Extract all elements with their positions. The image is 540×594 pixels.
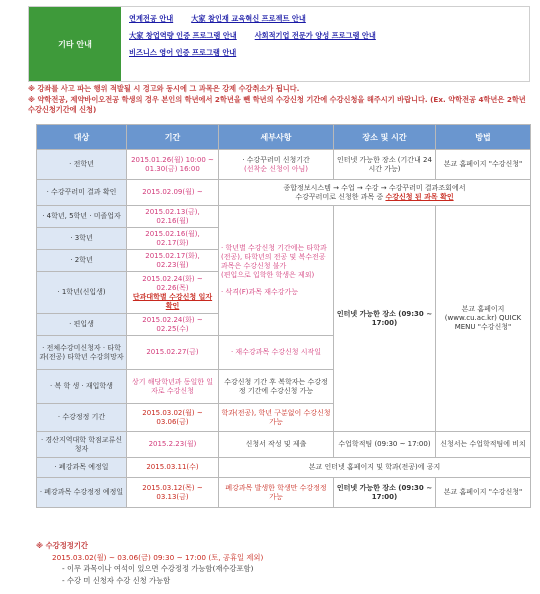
cell-target: · 복 학 생 · 재입학생 [37,370,127,404]
detail-text-line2 [221,193,528,202]
cell-period: 2015.02.27(금) [127,336,219,370]
cell-detail-shared [219,206,334,336]
link-startup-program[interactable]: 大家 창업역량 인증 프로그램 안내 [129,31,237,40]
cell-period: 2015.03.12(목) ~ 03.13(금) [127,478,219,508]
cell-target: · 폐강과목 예정일 [37,458,127,478]
cell-period: 상기 해당학년과 동일한 일자로 수강신청 [127,370,219,404]
cell-detail: 학과(전공), 학년 구분없이 수강신청 가능 [219,404,334,432]
header-detail: 세부사항 [219,125,334,150]
cell-method-shared: 본교 홈페이지 (www.cu.ac.kr) QUICK MENU "수강신청" [436,206,531,432]
cell-period: 2015.2.23(월) [127,432,219,458]
cell-period: 2015.02.09(월) ~ [127,180,219,206]
link-major-link[interactable]: 연계전공 안내 [129,14,174,23]
table-row [37,180,531,206]
cell-target: · 2학년 [37,250,127,272]
cell-target: · 전학년 [37,150,127,180]
cell-target: · 경산지역대학 학점교류신청자 [37,432,127,458]
cell-detail: 수강신청 기간 후 복학자는 수강정정 기간에 수강신청 가능 [219,370,334,404]
registration-schedule-table [36,124,531,508]
info-row [129,10,521,27]
header-period: 기간 [127,125,219,150]
cell-target: · 폐강과목 수강정정 예정일 [37,478,127,508]
cell-period: 2015.02.17(화), 02.23(월) [127,250,219,272]
cell-target: · 3학년 [37,228,127,250]
cell-period: 2015.02.16(월), 02.17(화) [127,228,219,250]
detail-text: · 삭격(F)과목 재수강가능 [221,288,299,296]
table-row [37,432,531,458]
cell-detail [219,180,531,206]
link-innovation-project[interactable]: 大家 참인재 교육혁신 프로젝트 안내 [191,14,306,23]
detail-note: (편입으로 입학한 학생은 제외) [221,271,315,279]
correction-period-info [36,540,530,586]
cell-target: · 4학년, 5학년 · 미졸업자 [37,206,127,228]
cell-period: 2015.03.02(월) ~ 03.06(금) [127,404,219,432]
cell-period: 2015.02.24(화) ~ 02.25(수) [127,314,219,336]
detail-text: 수강꾸러미로 신청한 과목 중 [295,192,386,201]
period-note: 단과대학별 수강신청 일자 확인 [132,292,213,310]
cell-target: · 1학년(신입생) [37,272,127,314]
cell-target: · 수강꾸러미 결과 확인 [37,180,127,206]
cell-detail: 신청서 작성 및 제출 [219,432,334,458]
link-social-enterprise-program[interactable]: 사회적기업 전문가 양성 프로그램 안내 [254,31,376,40]
table-row [37,478,531,508]
cell-target: · 전체수강미신청자 · 타학과(전공) 타학년 수강희망자 [37,336,127,370]
cell-place: 수업학적팀 (09:30 ~ 17:00) [334,432,436,458]
period-dates: 2015.03.02(월) ~ 03.06(금) 09:30 ~ 17:00 (토, 공휴일 제외) [52,552,264,562]
cell-method: 본교 홈페이지 "수강신청" [436,150,531,180]
period-text: 2015.02.24(화) ~ 02.26(목) [142,274,203,292]
detail-text: 종합정보시스템 → 수업 → 수강 → 수강꾸러미 결과조회에서 [283,183,466,192]
table-header-row [37,125,531,150]
header-method: 방법 [436,125,531,150]
cell-place: 인터넷 가능한 장소 (기간내 24시간 가능) [334,150,436,180]
header-place-time: 장소 및 시간 [334,125,436,150]
etc-info-box [28,6,530,82]
cell-period [127,272,219,314]
note-line: ※ 강좌를 사고 파는 행위 적발될 시 경고와 동시에 그 과목은 강제 수강취소가 됩니다. [28,84,300,93]
cell-detail [219,150,334,180]
cell-detail: 폐강과목 발생한 학생만 수강정정 가능 [219,478,334,508]
note-line: ※ 약학전공, 제약바이오전공 학생의 경우 본인의 학년에서 2학년을 뺀 학년의 수강신청 기간에 수강신청을 해주시기 바랍니다. (Ex. 약학전공 4학년은 2학년 수강신청기간에 신청) [28,94,526,114]
detail-text: · 수강꾸러미 신청기간 [242,155,310,164]
cell-period: 2015.02.13(금), 02.16(월) [127,206,219,228]
period-note: - 수강 미 신청자 수강 신청 가능함 [62,575,171,585]
link-business-english-program[interactable]: 비즈니스 영어 인증 프로그램 안내 [129,48,237,57]
period-note: - 이무 과목이나 여석이 있으면 수강정정 가능함(재수강포함) [62,564,254,573]
table-row [37,206,531,228]
cell-method: 신청서는 수업학적팀에 비치 [436,432,531,458]
cell-period: 2015.03.11(수) [127,458,219,478]
notice-notes [28,84,533,116]
detail-note: (선착순 신청이 아님) [243,164,308,173]
etc-info-links [121,7,529,81]
period-title: ※ 수강정정기간 [36,541,88,550]
cell-place: 인터넷 가능한 장소 (09:30 ~ 17:00) [334,478,436,508]
detail-text: · 학년별 수강신청 기간에는 타학과(전공), 타학년의 전공 및 복수전공 과목은 수강신청 불가 [221,244,327,270]
table-row [37,458,531,478]
info-row [129,27,521,44]
detail-highlight: 수강신청 된 과목 확인 [385,192,454,201]
cell-method: 본교 홈페이지 "수강신청" [436,478,531,508]
cell-period: 2015.01.26(월) 10:00 ~ 01.30(금) 16:00 [127,150,219,180]
cell-target: · 수강정정 기간 [37,404,127,432]
header-target: 대상 [37,125,127,150]
cell-target: · 편입생 [37,314,127,336]
etc-info-label: 기타 안내 [29,7,121,81]
cell-detail: 본교 인터넷 홈페이지 및 학과(전공)에 공지 [219,458,531,478]
table-row [37,150,531,180]
info-row [129,44,521,61]
cell-detail: · 재수강과목 수강신청 시작일 [219,336,334,370]
cell-place-shared: 인터넷 가능한 장소 (09:30 ~ 17:00) [334,206,436,432]
